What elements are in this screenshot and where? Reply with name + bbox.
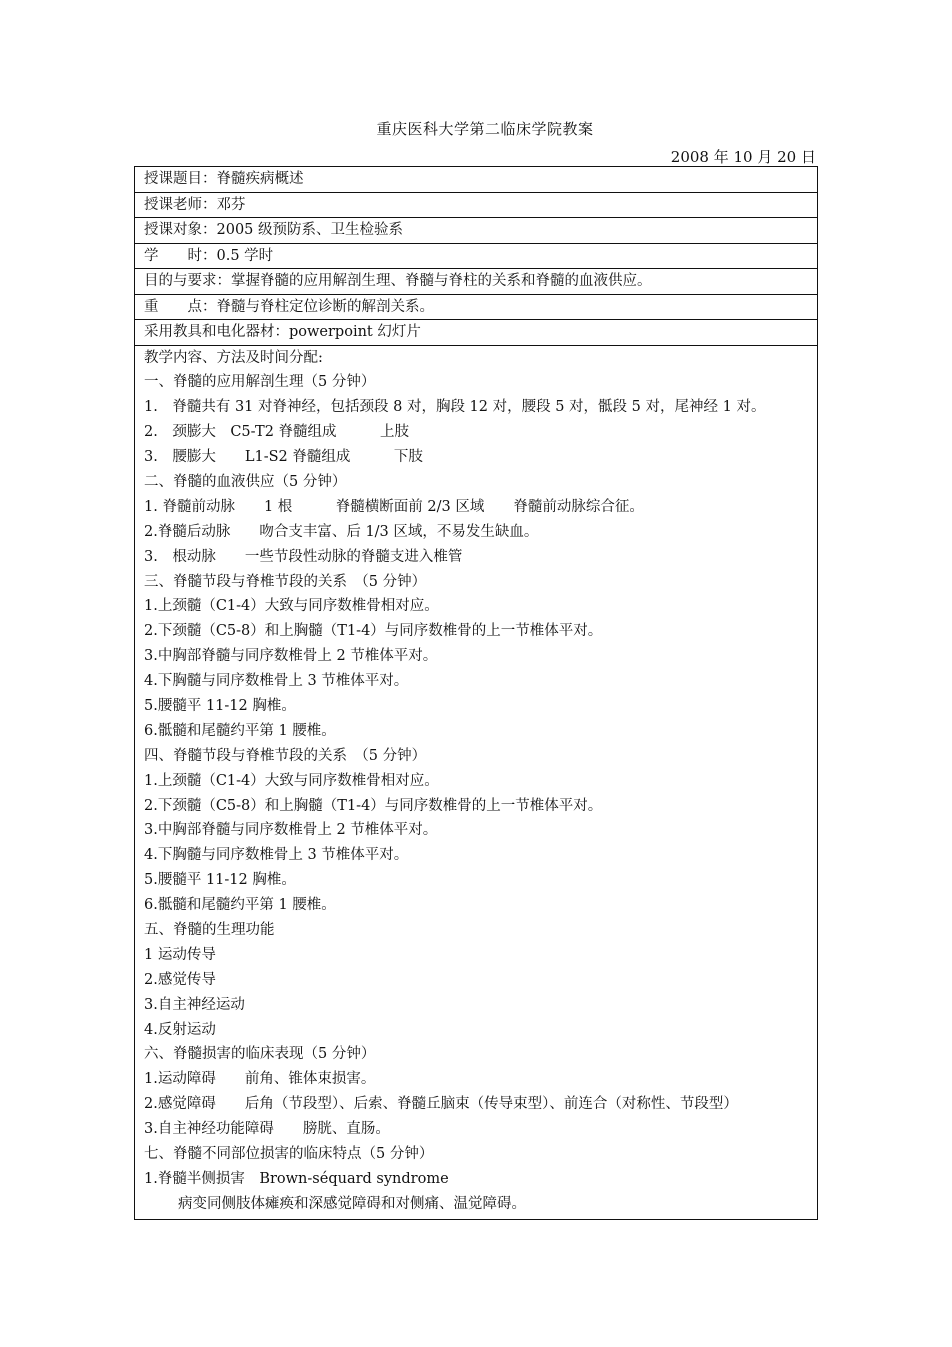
content-line: 3. 腰膨大 L1-S2 脊髓组成 下肢: [144, 449, 423, 466]
content-line: 2.下颈髓（C5-8）和上胸髓（T1-4）与同序数椎骨的上一节椎体平对。: [144, 623, 603, 640]
row-objectives: 目的与要求：掌握脊髓的应用解剖生理、脊髓与脊柱的关系和脊髓的血液供应。: [135, 269, 817, 295]
content-line: 4.下胸髓与同序数椎骨上 3 节椎体平对。: [144, 847, 409, 864]
content-line: 一、脊髓的应用解剖生理（5 分钟）: [144, 374, 376, 391]
content-line: 4.下胸髓与同序数椎骨上 3 节椎体平对。: [144, 673, 409, 690]
content-line: 3.中胸部脊髓与同序数椎骨上 2 节椎体平对。: [144, 822, 438, 839]
content-line: 2. 颈膨大 C5-T2 脊髓组成 上肢: [144, 424, 410, 441]
content-line: 病变同侧肢体瘫痪和深感觉障碍和对侧痛、温觉障碍。: [178, 1195, 526, 1212]
content-line: 1. 脊髓前动脉 1 根 脊髓横断面前 2/3 区域 脊髓前动脉综合征。: [144, 498, 644, 515]
content-line: 5.腰髓平 11-12 胸椎。: [144, 872, 296, 889]
content-line: 1.运动障碍 前角、锥体束损害。: [144, 1071, 376, 1088]
content-line: 1.上颈髓（C1-4）大致与同序数椎骨相对应。: [144, 598, 439, 615]
content-line: 五、脊髓的生理功能: [144, 921, 275, 938]
content-line: 4.反射运动: [144, 1021, 216, 1038]
content-line: 二、脊髓的血液供应（5 分钟）: [144, 473, 347, 490]
content-line: 三、脊髓节段与脊椎节段的关系 （5 分钟）: [144, 573, 427, 590]
row-hours: 学 时：0.5 学时: [135, 244, 817, 270]
content-line: 3. 根动脉 一些节段性动脉的脊髓支进入椎管: [144, 548, 463, 565]
content-line: 6.骶髓和尾髓约平第 1 腰椎。: [144, 722, 336, 739]
content-line: 5.腰髓平 11-12 胸椎。: [144, 697, 296, 714]
content-line: 2.感觉障碍 后角（节段型）、后索、脊髓丘脑束（传导束型）、前连合（对称性、节段型）: [144, 1096, 738, 1113]
row-audience: 授课对象：2005 级预防系、卫生检验系: [135, 218, 817, 244]
row-teaching-aids: 采用教具和电化器材：powerpoint 幻灯片: [135, 320, 817, 346]
content-line: 1. 脊髓共有 31 对脊神经，包括颈段 8 对，胸段 12 对，腰段 5 对，骶段 5 对，尾神经 1 对。: [144, 399, 766, 416]
content-line: 2.脊髓后动脉 吻合支丰富、后 1/3 区域，不易发生缺血。: [144, 523, 539, 540]
teaching-content: [135, 346, 817, 1219]
content-line: 2.感觉传导: [144, 971, 216, 988]
content-line: 1.脊髓半侧损害 Brown-séquard syndrome: [144, 1170, 449, 1187]
row-key-points: 重 点：脊髓与脊柱定位诊断的解剖关系。: [135, 295, 817, 321]
content-line: 3.中胸部脊髓与同序数椎骨上 2 节椎体平对。: [144, 648, 438, 665]
row-teacher: 授课老师：邓芬: [135, 193, 817, 219]
content-line: 教学内容、方法及时间分配:: [144, 349, 323, 366]
content-line: 2.下颈髓（C5-8）和上胸髓（T1-4）与同序数椎骨的上一节椎体平对。: [144, 797, 603, 814]
content-line: 3.自主神经功能障碍 膀胱、直肠。: [144, 1121, 390, 1138]
content-line: 6.骶髓和尾髓约平第 1 腰椎。: [144, 897, 336, 914]
row-topic: 授课题目：脊髓疾病概述: [135, 167, 817, 193]
lesson-plan-table: [134, 166, 818, 1220]
content-line: 3.自主神经运动: [144, 996, 245, 1013]
content-line: 1 运动传导: [144, 946, 216, 963]
document-title: 重庆医科大学第二临床学院教案: [376, 120, 594, 138]
document-date: 2008 年 10 月 20 日: [670, 148, 816, 166]
content-line: 1.上颈髓（C1-4）大致与同序数椎骨相对应。: [144, 772, 439, 789]
content-line: 四、脊髓节段与脊椎节段的关系 （5 分钟）: [144, 747, 427, 764]
content-line: 六、脊髓损害的临床表现（5 分钟）: [144, 1046, 376, 1063]
content-line: 七、脊髓不同部位损害的临床特点（5 分钟）: [144, 1146, 434, 1162]
